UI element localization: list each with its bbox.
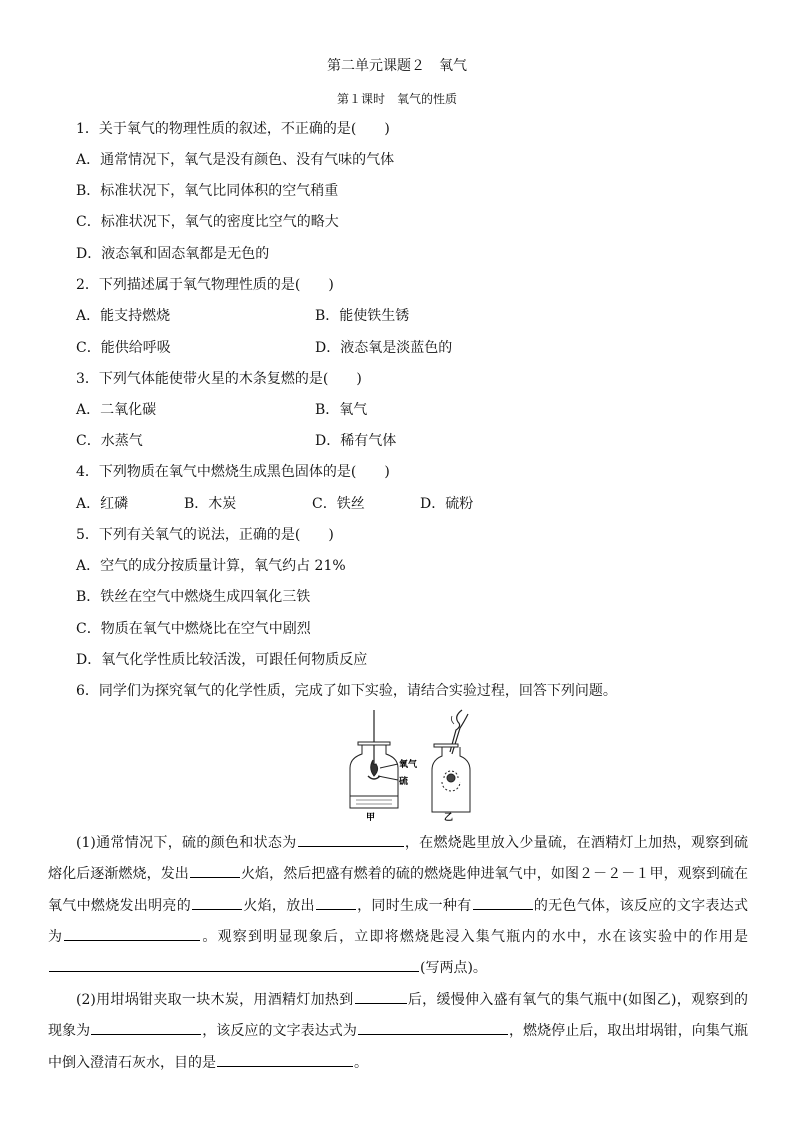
question-6-stem: 6．同学们为探究氧气的化学性质，完成了如下实验，请结合实验过程，回答下列问题。 <box>76 683 617 699</box>
part-1-text-3: 火焰，然后把盛有燃着的硫的燃烧匙伸进氧气中，如图２－２－１甲，观察到硫在氧气中燃烧发出明亮的 <box>48 866 749 914</box>
part-1-text-8: (写两点)。 <box>420 960 487 977</box>
question-4-stem: 4．下列物质在氧气中燃烧生成黑色固体的是( ) <box>76 464 390 480</box>
part-2-text-2: 后，缓慢伸入盛有氧气的集气瓶中(如图乙)，观察到的现象为 <box>48 992 748 1040</box>
part-1-text-2: ，在燃烧匙里放入少量硫，在酒精灯上加热，观察到硫熔化后逐渐燃烧，发出 <box>48 835 748 883</box>
figure-caption-a: 甲 <box>366 813 376 822</box>
question-4-option-a: A．红磷 <box>76 496 129 512</box>
blank-flame-in-oxygen[interactable] <box>192 895 242 910</box>
question-5-stem: 5．下列有关氧气的说法，正确的是( ) <box>76 527 334 543</box>
blank-gas-smell[interactable] <box>473 895 533 910</box>
part-2-text-1: (2)用坩埚钳夹取一块木炭，用酒精灯加热到 <box>76 992 354 1008</box>
question-5-option-b: B．铁丝在空气中燃烧生成四氧化三铁 <box>76 589 311 605</box>
question-6-part-2 <box>48 985 748 1079</box>
question-2-option-b: B．能使铁生锈 <box>315 308 410 324</box>
question-5-option-c: C．物质在氧气中燃烧比在空气中剧烈 <box>76 621 311 637</box>
part-2-text-4: ，燃烧停止后，取出坩埚钳，向集气瓶中倒入澄清石灰水，目的是 <box>48 1023 748 1071</box>
blank-sulfur-word-equation[interactable] <box>64 926 200 941</box>
question-5-option-a: A．空气的成分按质量计算，氧气约占 21% <box>76 558 346 574</box>
part-1-text-5: ，同时生成一种有 <box>356 897 472 914</box>
part-1-text-6: 的无色气体，该反应的文字表达式为 <box>48 897 749 945</box>
part-1-text-1: (1)通常情况下，硫的颜色和状态为 <box>76 835 297 851</box>
question-5-option-d: D．氧气化学性质比较活泼，可跟任何物质反应 <box>76 652 368 668</box>
blank-charcoal-phenomenon[interactable] <box>91 1020 201 1035</box>
question-2-stem: 2．下列描述属于氧气物理性质的是( ) <box>76 277 334 293</box>
question-2-option-d: D．液态氧是淡蓝色的 <box>315 340 453 356</box>
figure-sulfur-label: 硫 <box>399 777 409 787</box>
blank-sulfur-appearance[interactable] <box>298 832 404 847</box>
part-1-text-4: 火焰，放出 <box>243 897 315 914</box>
question-3-option-b: B．氧气 <box>315 402 368 418</box>
blank-heat-release[interactable] <box>316 895 356 910</box>
figure-caption-b: 乙 <box>444 813 454 822</box>
blank-charcoal-word-equation[interactable] <box>358 1020 508 1035</box>
question-6-part-1 <box>48 828 748 984</box>
question-1-stem: 1．关于氧气的物理性质的叙述，不正确的是( ) <box>76 121 390 137</box>
part-2-text-5: 。 <box>354 1054 368 1071</box>
blank-heating-state[interactable] <box>355 989 407 1004</box>
question-4-option-c: C．铁丝 <box>312 496 365 512</box>
part-2-text-3: ，该反应的文字表达式为 <box>202 1023 357 1040</box>
part-1-text-7: 。观察到明显现象后，立即将燃烧匙浸入集气瓶内的水中，水在该实验中的作用是 <box>201 928 749 945</box>
question-1-option-a: A．通常情况下，氧气是没有颜色、没有气味的气体 <box>76 152 395 168</box>
question-4-option-b: B．木炭 <box>184 496 237 512</box>
page-subtitle: 第１课时 氧气的性质 <box>336 92 457 106</box>
question-2-option-c: C．能供给呼吸 <box>76 340 171 356</box>
question-3-option-d: D．稀有气体 <box>315 433 397 449</box>
blank-flame-in-air[interactable] <box>190 863 240 878</box>
blank-water-function[interactable] <box>49 957 419 972</box>
question-3-stem: 3．下列气体能使带火星的木条复燃的是( ) <box>76 371 362 387</box>
question-1-option-b: B．标准状况下，氧气比同体积的空气稍重 <box>76 183 339 199</box>
blank-limewater-purpose[interactable] <box>217 1052 353 1067</box>
question-3-option-c: C．水蒸气 <box>76 433 143 449</box>
figure-oxygen-label: 氧气 <box>399 760 418 770</box>
page-title: 第二单元课题２ 氧气 <box>327 58 467 74</box>
question-3-option-a: A．二氧化碳 <box>76 402 157 418</box>
experiment-figure <box>336 708 478 822</box>
jar-a-diagram <box>350 710 398 808</box>
question-4-option-d: D．硫粉 <box>420 496 474 512</box>
question-1-option-d: D．液态氧和固态氧都是无色的 <box>76 246 270 262</box>
question-2-option-a: A．能支持燃烧 <box>76 308 171 324</box>
question-1-option-c: C．标准状况下，氧气的密度比空气的略大 <box>76 214 339 230</box>
jar-b-diagram <box>432 710 470 812</box>
